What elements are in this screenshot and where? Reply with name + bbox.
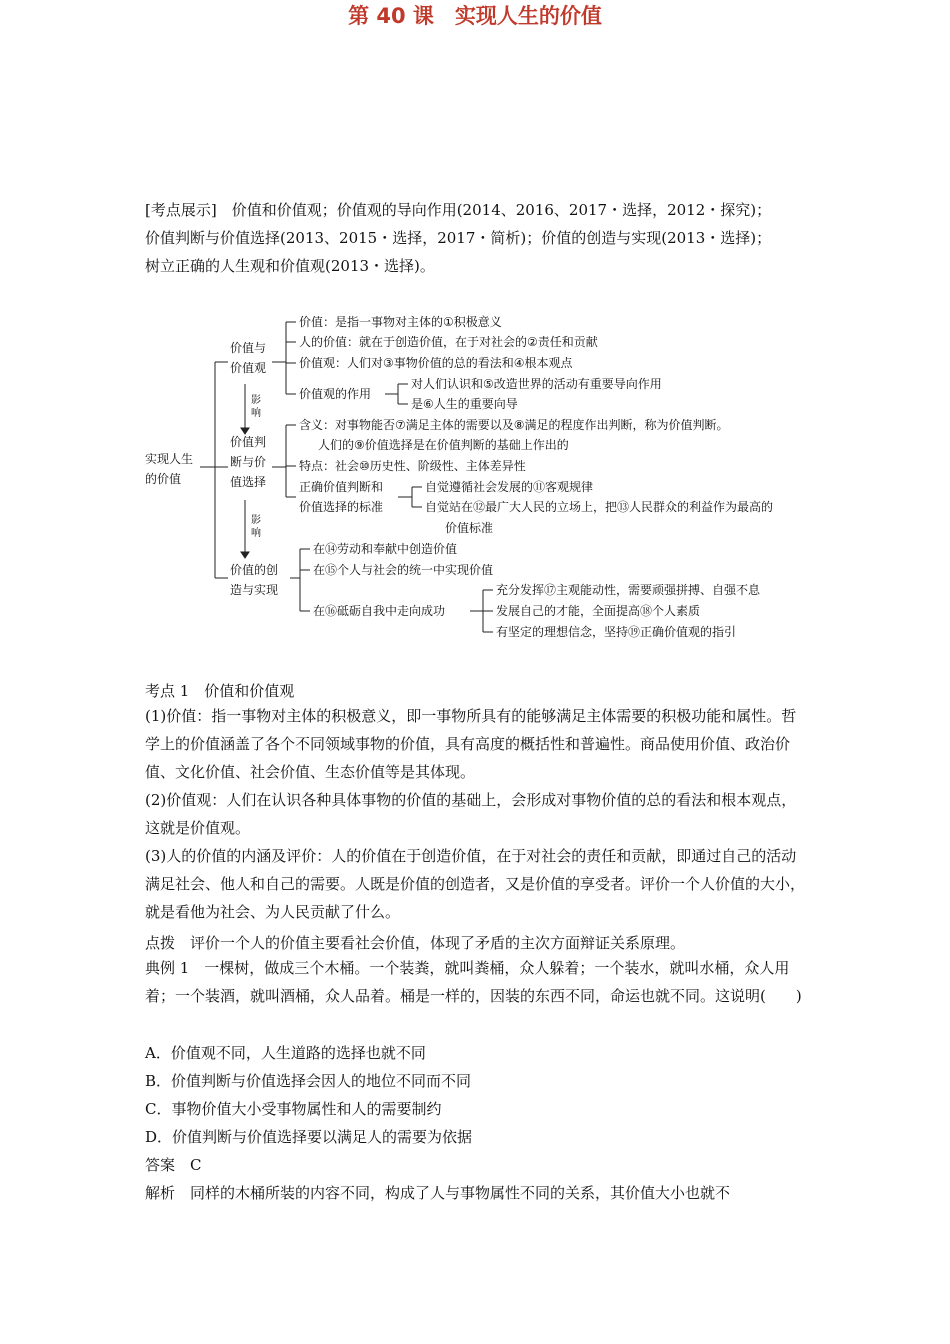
paragraph-value: (1)价值：指一事物对主体的积极意义，即一事物所具有的能够满足主体需要的积极功能和属性。哲学上的价值涵盖了各个不同领域事物的价值，具有高度的概括性和普遍性。商品使用价值、政治价值、文化价值、社会价值、生态价值等是其体现。: [145, 707, 797, 781]
node-judgment-choice: 值选择: [230, 475, 267, 489]
paragraph-values-view: (2)价值观：人们在认识各种具体事物的价值的基础上，会形成对事物价值的总的看法和根本观点，这就是价值观。: [145, 791, 797, 837]
branch3-item: 在⑭劳动和奉献中创造价值: [313, 542, 458, 556]
root-node: 的价值: [145, 472, 182, 486]
branch1-item: 价值：是指一事物对主体的①积极意义: [299, 315, 502, 329]
node-create-realize: 造与实现: [230, 583, 279, 597]
node-judgment-choice: 断与价: [230, 455, 267, 469]
root-node: 实现人生: [145, 452, 194, 466]
option-b: B．价值判断与价值选择会因人的地位不同而不同: [145, 1072, 472, 1090]
node-value-and-values: 价值观: [230, 361, 267, 375]
intro-line: 树立正确的人生观和价值观(2013・选择)。: [145, 257, 435, 275]
branch3-item: 在⑮个人与社会的统一中实现价值: [313, 563, 494, 577]
intro-line: [考点展示] 价值和价值观；价值观的导向作用(2014、2016、2017・选择，2012・探究)；: [145, 201, 772, 219]
branch3-item: 在⑯砥砺自我中走向成功: [313, 604, 446, 618]
node-create-realize: 价值的创: [230, 563, 279, 577]
branch2-item: 含义：对事物能否⑦满足主体的需要以及⑧满足的程度作出判断，称为价值判断。: [299, 418, 729, 432]
branch2-subitem: 价值标准: [445, 521, 494, 535]
branch2-item: 特点：社会⑩历史性、阶级性、主体差异性: [299, 459, 526, 473]
influence-label: 影: [251, 515, 261, 526]
page-title: 第 40 课 实现人生的价值: [348, 4, 602, 28]
node-judgment-choice: 价值判: [230, 435, 267, 449]
option-c: C．事物价值大小受事物属性和人的需要制约: [145, 1100, 442, 1118]
paragraph-human-value: (3)人的价值的内涵及评价：人的价值在于创造价值，在于对社会的责任和贡献，即通过自己的活动满足社会、他人和自己的需要。人既是价值的创造者，又是价值的享受者。评价一个人价值的大小，就是看他为社会、为人民贡献了什么。: [145, 847, 806, 921]
branch1-subitem: 是⑥人生的重要向导: [411, 397, 518, 411]
branch2-subitem: 自觉遵循社会发展的⑪客观规律: [425, 480, 594, 494]
branch1-item: 价值观：人们对③事物价值的总的看法和④根本观点: [299, 356, 573, 370]
branch2-subitem: 自觉站在⑫最广大人民的立场上，把⑬人民群众的利益作为最高的: [425, 500, 774, 514]
influence-label: 影: [251, 395, 261, 406]
option-d: D．价值判断与价值选择要以满足人的需要为依据: [145, 1128, 473, 1146]
answer: 答案 C: [145, 1156, 202, 1174]
section-heading: 考点 1 价值和价值观: [145, 682, 295, 700]
node-value-and-values: 价值与: [230, 341, 267, 355]
branch1-subitem: 对人们认识和⑤改造世界的活动有重要导向作用: [411, 377, 662, 391]
branch3-subitem: 发展自己的才能，全面提高⑱个人素质: [496, 604, 701, 618]
example-question: 典例 1 一棵树，做成三个木桶。一个装粪，就叫粪桶，众人躲着；一个装水，就叫水桶，众人用着；一个装酒，就叫酒桶，众人品着。桶是一样的，因装的东西不同，命运也就不同。这说明( ): [145, 959, 802, 1005]
branch3-subitem: 有坚定的理想信念，坚持⑲正确价值观的指引: [496, 625, 737, 639]
branch2-item: 正确价值判断和: [299, 480, 384, 494]
branch2-item: 价值选择的标准: [299, 500, 384, 514]
influence-label: 响: [251, 528, 261, 539]
branch1-item: 人的价值：就在于创造价值，在于对社会的②责任和贡献: [299, 335, 598, 349]
option-a: A．价值观不同，人生道路的选择也就不同: [145, 1044, 426, 1062]
knowledge-diagram: [0, 300, 950, 650]
intro-line: 价值判断与价值选择(2013、2015・选择，2017・简析)；价值的创造与实现(2013・选择)；: [145, 229, 772, 247]
branch3-subitem: 充分发挥⑰主观能动性，需要顽强拼搏、自强不息: [496, 583, 761, 597]
branch2-item: 人们的⑨价值选择是在价值判断的基础上作出的: [318, 438, 569, 452]
analysis: 解析 同样的木桶所装的内容不同，构成了人与事物属性不同的关系，其价值大小也就不: [145, 1184, 731, 1202]
influence-label: 响: [251, 408, 261, 419]
branch1-item: 价值观的作用: [299, 387, 372, 401]
tip-text: 点拨 评价一个人的价值主要看社会价值，体现了矛盾的主次方面辩证关系原理。: [145, 934, 686, 952]
